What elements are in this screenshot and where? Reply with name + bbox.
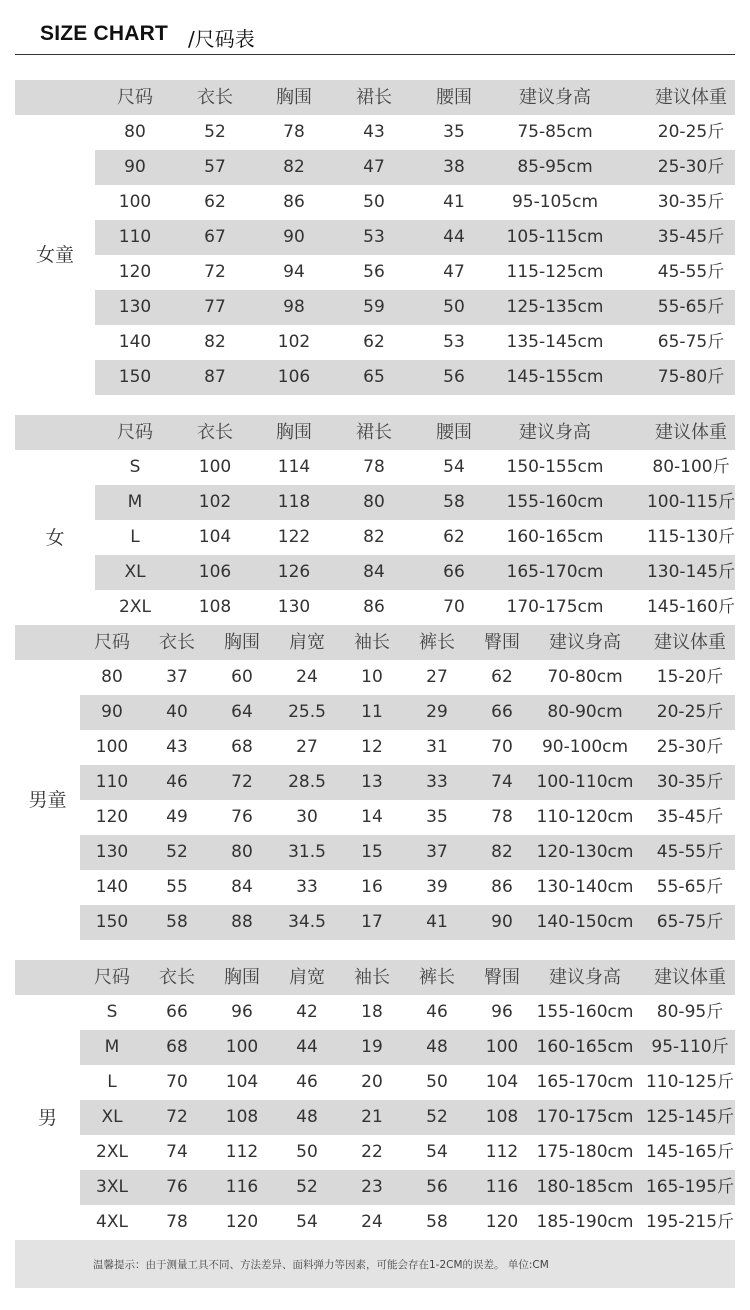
table-cell: 43 bbox=[363, 122, 385, 142]
table-cell: 80 bbox=[124, 122, 146, 142]
table-row bbox=[15, 485, 735, 520]
table-cell: 104 bbox=[198, 527, 232, 547]
table-cell: 175-180cm bbox=[536, 1142, 634, 1162]
column-header: 尺码 bbox=[94, 632, 130, 653]
table-cell: 90-100cm bbox=[541, 737, 629, 757]
table-cell: 100-110cm bbox=[536, 772, 634, 792]
table-cell: 140 bbox=[118, 332, 152, 352]
table-cell: 112 bbox=[485, 1142, 519, 1162]
table-cell: 67 bbox=[204, 227, 226, 247]
column-header: 建议体重 bbox=[654, 967, 726, 988]
table-cell: 90 bbox=[283, 227, 305, 247]
table-row bbox=[15, 450, 735, 485]
table-cell: 116 bbox=[485, 1177, 519, 1197]
column-header: 衣长 bbox=[197, 422, 233, 443]
table-cell: 86 bbox=[283, 192, 305, 212]
table-cell: 106 bbox=[198, 562, 232, 582]
table-cell: 24 bbox=[361, 1212, 383, 1232]
column-header: 臀围 bbox=[484, 967, 520, 988]
table-cell: 116 bbox=[225, 1177, 259, 1197]
group-label: 女童 bbox=[35, 244, 74, 266]
table-cell: 55-65斤 bbox=[656, 877, 724, 897]
table-cell: 54 bbox=[426, 1142, 448, 1162]
table-cell: 24 bbox=[296, 667, 318, 687]
table-cell: M bbox=[127, 492, 143, 512]
table-cell: 108 bbox=[198, 597, 232, 617]
table-row bbox=[15, 220, 735, 255]
table-cell: 53 bbox=[443, 332, 465, 352]
table-cell: 27 bbox=[426, 667, 448, 687]
table-header-row bbox=[15, 625, 735, 660]
table-cell: 46 bbox=[166, 772, 188, 792]
table-cell: 50 bbox=[363, 192, 385, 212]
table-cell: 44 bbox=[443, 227, 465, 247]
column-header: 衣长 bbox=[159, 632, 195, 653]
table-cell: 54 bbox=[296, 1212, 318, 1232]
table-cell: 56 bbox=[443, 367, 465, 387]
table-cell: 100-115斤 bbox=[646, 492, 736, 512]
table-cell: 42 bbox=[296, 1002, 318, 1022]
column-header: 裙长 bbox=[356, 87, 392, 108]
table-cell: 66 bbox=[166, 1002, 188, 1022]
table-cell: 62 bbox=[491, 667, 513, 687]
table-cell: 78 bbox=[283, 122, 305, 142]
table-cell: 95-105cm bbox=[511, 192, 599, 212]
table-cell: 22 bbox=[361, 1142, 383, 1162]
tip-text: 温馨提示：由于测量工具不同、方法差异、面料弹力等因素，可能会存在1-2CM的误差。 单位:CM bbox=[93, 1259, 549, 1271]
table-cell: 82 bbox=[283, 157, 305, 177]
column-header: 建议身高 bbox=[519, 87, 591, 108]
table-cell: 80-95斤 bbox=[656, 1002, 724, 1022]
table-cell: 104 bbox=[485, 1072, 519, 1092]
table-cell: 13 bbox=[361, 772, 383, 792]
table-row bbox=[15, 1100, 735, 1135]
table-cell: 45-55斤 bbox=[657, 262, 725, 282]
table-cell: 20 bbox=[361, 1072, 383, 1092]
table-cell: 54 bbox=[443, 457, 465, 477]
table-cell: 16 bbox=[361, 877, 383, 897]
table-header-row bbox=[15, 415, 735, 450]
table-cell: 70 bbox=[443, 597, 465, 617]
table-cell: XL bbox=[101, 1107, 123, 1127]
table-cell: 140 bbox=[95, 877, 129, 897]
column-header: 裤长 bbox=[419, 967, 455, 988]
table-header-row bbox=[15, 80, 735, 115]
table-cell: 170-175cm bbox=[506, 597, 604, 617]
table-cell: 120 bbox=[118, 262, 152, 282]
table-cell: 100 bbox=[485, 1037, 519, 1057]
table-cell: 25.5 bbox=[288, 702, 326, 722]
table-cell: 25-30斤 bbox=[656, 737, 724, 757]
table-cell: 110 bbox=[95, 772, 129, 792]
table-cell: 72 bbox=[204, 262, 226, 282]
table-cell: 41 bbox=[426, 912, 448, 932]
table-cell: 115-130斤 bbox=[646, 527, 736, 547]
table-cell: 43 bbox=[166, 737, 188, 757]
table-cell: 125-135cm bbox=[506, 297, 604, 317]
table-row bbox=[15, 115, 735, 150]
table-cell: 80-100斤 bbox=[652, 457, 730, 477]
table-row bbox=[15, 730, 735, 765]
table-cell: 110 bbox=[118, 227, 152, 247]
table-cell: 37 bbox=[426, 842, 448, 862]
table-cell: 70-80cm bbox=[547, 667, 623, 687]
table-cell: 30-35斤 bbox=[657, 192, 725, 212]
table-cell: 62 bbox=[363, 332, 385, 352]
table-cell: 100 bbox=[95, 737, 129, 757]
table-cell: XL bbox=[124, 562, 146, 582]
table-cell: 35-45斤 bbox=[656, 807, 724, 827]
table-cell: 170-175cm bbox=[536, 1107, 634, 1127]
table-row bbox=[15, 1170, 735, 1205]
table-cell: 82 bbox=[491, 842, 513, 862]
table-cell: 35 bbox=[443, 122, 465, 142]
table-cell: 30 bbox=[296, 807, 318, 827]
table-cell: 4XL bbox=[96, 1212, 128, 1232]
table-cell: 37 bbox=[166, 667, 188, 687]
table-cell: 78 bbox=[166, 1212, 188, 1232]
table-cell: 165-195斤 bbox=[645, 1177, 735, 1197]
table-cell: 66 bbox=[491, 702, 513, 722]
table-cell: 35 bbox=[426, 807, 448, 827]
table-cell: 160-165cm bbox=[536, 1037, 634, 1057]
table-row bbox=[15, 555, 735, 590]
column-header: 尺码 bbox=[117, 422, 153, 443]
table-cell: 58 bbox=[443, 492, 465, 512]
table-cell: 3XL bbox=[96, 1177, 128, 1197]
table-cell: S bbox=[106, 1002, 118, 1022]
table-cell: 120 bbox=[485, 1212, 519, 1232]
table-cell: 52 bbox=[426, 1107, 448, 1127]
table-cell: 145-155cm bbox=[506, 367, 604, 387]
table-cell: 74 bbox=[166, 1142, 188, 1162]
table-cell: 18 bbox=[361, 1002, 383, 1022]
table-cell: 112 bbox=[225, 1142, 259, 1162]
table-cell: 31.5 bbox=[288, 842, 326, 862]
column-header: 建议体重 bbox=[655, 422, 727, 443]
table-cell: 78 bbox=[363, 457, 385, 477]
table-cell: 82 bbox=[204, 332, 226, 352]
table-cell: 2XL bbox=[96, 1142, 128, 1162]
table-cell: 86 bbox=[491, 877, 513, 897]
table-row bbox=[15, 765, 735, 800]
table-cell: 195-215斤 bbox=[645, 1212, 735, 1232]
table-cell: 114 bbox=[277, 457, 311, 477]
table-cell: 21 bbox=[361, 1107, 383, 1127]
table-cell: 68 bbox=[166, 1037, 188, 1057]
table-cell: 58 bbox=[166, 912, 188, 932]
table-cell: 145-160斤 bbox=[646, 597, 736, 617]
table-row bbox=[15, 520, 735, 555]
title-chinese: /尺码表 bbox=[188, 27, 255, 51]
table-cell: 77 bbox=[204, 297, 226, 317]
table-cell: L bbox=[130, 527, 140, 547]
column-header: 建议体重 bbox=[654, 632, 726, 653]
table-cell: 160-165cm bbox=[506, 527, 604, 547]
table-cell: 90 bbox=[124, 157, 146, 177]
table-cell: 56 bbox=[426, 1177, 448, 1197]
table-cell: 90 bbox=[101, 702, 123, 722]
table-cell: 19 bbox=[361, 1037, 383, 1057]
table-cell: 140-150cm bbox=[536, 912, 634, 932]
column-header: 腰围 bbox=[436, 87, 472, 108]
table-cell: 76 bbox=[231, 807, 253, 827]
table-cell: 60 bbox=[231, 667, 253, 687]
table-cell: 64 bbox=[231, 702, 253, 722]
column-header: 裙长 bbox=[356, 422, 392, 443]
table-cell: 52 bbox=[166, 842, 188, 862]
table-cell: 122 bbox=[277, 527, 311, 547]
table-cell: 15-20斤 bbox=[656, 667, 724, 687]
table-cell: 82 bbox=[363, 527, 385, 547]
table-cell: 38 bbox=[443, 157, 465, 177]
table-cell: 100 bbox=[198, 457, 232, 477]
table-cell: 53 bbox=[363, 227, 385, 247]
table-cell: 80 bbox=[231, 842, 253, 862]
table-row bbox=[15, 590, 735, 625]
table-cell: 10 bbox=[361, 667, 383, 687]
table-cell: 90 bbox=[491, 912, 513, 932]
table-cell: 135-145cm bbox=[506, 332, 604, 352]
table-row bbox=[15, 1065, 735, 1100]
table-cell: 130 bbox=[95, 842, 129, 862]
table-cell: 35-45斤 bbox=[657, 227, 725, 247]
table-cell: 65-75斤 bbox=[656, 912, 724, 932]
table-cell: 115-125cm bbox=[506, 262, 604, 282]
column-header: 建议身高 bbox=[519, 422, 591, 443]
table-cell: 100 bbox=[225, 1037, 259, 1057]
table-cell: 31 bbox=[426, 737, 448, 757]
table-cell: 126 bbox=[277, 562, 311, 582]
table-cell: 84 bbox=[363, 562, 385, 582]
column-header: 肩宽 bbox=[289, 967, 325, 988]
table-cell: 72 bbox=[166, 1107, 188, 1127]
column-header: 裤长 bbox=[419, 632, 455, 653]
table-cell: 74 bbox=[491, 772, 513, 792]
table-cell: 65 bbox=[363, 367, 385, 387]
table-cell: 150 bbox=[95, 912, 129, 932]
column-header: 建议体重 bbox=[655, 87, 727, 108]
table-cell: L bbox=[107, 1072, 117, 1092]
table-cell: 106 bbox=[277, 367, 311, 387]
table-cell: 130 bbox=[118, 297, 152, 317]
column-header: 肩宽 bbox=[289, 632, 325, 653]
table-cell: 48 bbox=[426, 1037, 448, 1057]
table-cell: 80-90cm bbox=[547, 702, 623, 722]
table-cell: 66 bbox=[443, 562, 465, 582]
group-label: 女 bbox=[45, 526, 65, 549]
table-row bbox=[15, 905, 735, 940]
table-cell: 62 bbox=[443, 527, 465, 547]
table-row bbox=[15, 695, 735, 730]
table-cell: 59 bbox=[363, 297, 385, 317]
table-cell: 165-170cm bbox=[506, 562, 604, 582]
table-cell: 96 bbox=[231, 1002, 253, 1022]
page-header bbox=[15, 20, 735, 55]
table-cell: 41 bbox=[443, 192, 465, 212]
table-row bbox=[15, 255, 735, 290]
table-cell: 94 bbox=[283, 262, 305, 282]
table-cell: 85-95cm bbox=[517, 157, 593, 177]
table-cell: 130 bbox=[277, 597, 311, 617]
table-cell: 118 bbox=[277, 492, 311, 512]
table-cell: 25-30斤 bbox=[657, 157, 725, 177]
table-cell: 12 bbox=[361, 737, 383, 757]
table-cell: 120 bbox=[95, 807, 129, 827]
table-cell: 40 bbox=[166, 702, 188, 722]
table-cell: 165-170cm bbox=[536, 1072, 634, 1092]
table-row bbox=[15, 1030, 735, 1065]
table-cell: 95-110斤 bbox=[651, 1037, 729, 1057]
table-cell: 23 bbox=[361, 1177, 383, 1197]
table-cell: 150 bbox=[118, 367, 152, 387]
column-header: 胸围 bbox=[224, 967, 260, 988]
table-cell: 96 bbox=[491, 1002, 513, 1022]
table-cell: 70 bbox=[491, 737, 513, 757]
table-cell: 104 bbox=[225, 1072, 259, 1092]
table-cell: 98 bbox=[283, 297, 305, 317]
group-label: 男童 bbox=[28, 789, 67, 811]
table-cell: 49 bbox=[166, 807, 188, 827]
table-cell: 108 bbox=[485, 1107, 519, 1127]
table-row bbox=[15, 870, 735, 905]
table-cell: 65-75斤 bbox=[657, 332, 725, 352]
table-cell: 80 bbox=[363, 492, 385, 512]
table-cell: 52 bbox=[296, 1177, 318, 1197]
table-cell: 130-145斤 bbox=[646, 562, 736, 582]
table-cell: 62 bbox=[204, 192, 226, 212]
table-row bbox=[15, 1205, 735, 1240]
table-cell: 46 bbox=[296, 1072, 318, 1092]
table-cell: M bbox=[104, 1037, 120, 1057]
table-cell: 120 bbox=[225, 1212, 259, 1232]
column-header: 尺码 bbox=[117, 87, 153, 108]
table-cell: 28.5 bbox=[288, 772, 326, 792]
table-cell: 130-140cm bbox=[536, 877, 634, 897]
title-english: SIZE CHART bbox=[40, 22, 168, 45]
table-cell: 50 bbox=[296, 1142, 318, 1162]
table-cell: 110-125斤 bbox=[645, 1072, 735, 1092]
column-header: 建议身高 bbox=[549, 967, 621, 988]
table-row bbox=[15, 360, 735, 395]
table-cell: 108 bbox=[225, 1107, 259, 1127]
table-cell: 102 bbox=[198, 492, 232, 512]
table-row bbox=[15, 325, 735, 360]
table-cell: 75-85cm bbox=[517, 122, 593, 142]
column-header: 衣长 bbox=[159, 967, 195, 988]
table-cell: 180-185cm bbox=[536, 1177, 634, 1197]
table-cell: 20-25斤 bbox=[657, 122, 725, 142]
table-cell: 52 bbox=[204, 122, 226, 142]
table-cell: 45-55斤 bbox=[656, 842, 724, 862]
column-header: 胸围 bbox=[276, 422, 312, 443]
table-cell: 39 bbox=[426, 877, 448, 897]
table-cell: 76 bbox=[166, 1177, 188, 1197]
table-cell: 88 bbox=[231, 912, 253, 932]
table-cell: 105-115cm bbox=[506, 227, 604, 247]
table-cell: 155-160cm bbox=[506, 492, 604, 512]
table-row bbox=[15, 800, 735, 835]
table-cell: 11 bbox=[361, 702, 383, 722]
table-cell: 47 bbox=[443, 262, 465, 282]
table-cell: 34.5 bbox=[288, 912, 326, 932]
table-cell: 15 bbox=[361, 842, 383, 862]
table-cell: 78 bbox=[491, 807, 513, 827]
table-row bbox=[15, 835, 735, 870]
table-cell: 2XL bbox=[119, 597, 151, 617]
column-header: 袖长 bbox=[354, 967, 390, 988]
table-cell: 58 bbox=[426, 1212, 448, 1232]
table-cell: 120-130cm bbox=[536, 842, 634, 862]
table-row bbox=[15, 1135, 735, 1170]
table-row bbox=[15, 660, 735, 695]
group-label: 男 bbox=[37, 1106, 57, 1129]
table-cell: 57 bbox=[204, 157, 226, 177]
table-cell: 17 bbox=[361, 912, 383, 932]
tip-note bbox=[15, 1240, 735, 1288]
table-cell: 44 bbox=[296, 1037, 318, 1057]
table-cell: 50 bbox=[443, 297, 465, 317]
table-cell: 185-190cm bbox=[536, 1212, 634, 1232]
table-cell: 155-160cm bbox=[536, 1002, 634, 1022]
table-cell: 20-25斤 bbox=[656, 702, 724, 722]
table-cell: 86 bbox=[363, 597, 385, 617]
table-cell: 29 bbox=[426, 702, 448, 722]
table-cell: 27 bbox=[296, 737, 318, 757]
table-cell: 47 bbox=[363, 157, 385, 177]
column-header: 袖长 bbox=[354, 632, 390, 653]
table-cell: 33 bbox=[296, 877, 318, 897]
table-cell: 55 bbox=[166, 877, 188, 897]
table-cell: 75-80斤 bbox=[657, 367, 725, 387]
table-cell: 33 bbox=[426, 772, 448, 792]
table-cell: 14 bbox=[361, 807, 383, 827]
table-cell: 30-35斤 bbox=[656, 772, 724, 792]
table-cell: 110-120cm bbox=[536, 807, 634, 827]
table-cell: 55-65斤 bbox=[657, 297, 725, 317]
table-cell: 56 bbox=[363, 262, 385, 282]
table-cell: 46 bbox=[426, 1002, 448, 1022]
table-cell: 48 bbox=[296, 1107, 318, 1127]
table-cell: 84 bbox=[231, 877, 253, 897]
table-cell: 150-155cm bbox=[506, 457, 604, 477]
table-cell: 72 bbox=[231, 772, 253, 792]
table-cell: 80 bbox=[101, 667, 123, 687]
table-cell: 125-145斤 bbox=[645, 1107, 735, 1127]
column-header: 腰围 bbox=[436, 422, 472, 443]
table-header-row bbox=[15, 960, 735, 995]
column-header: 衣长 bbox=[197, 87, 233, 108]
table-cell: S bbox=[129, 457, 141, 477]
table-cell: 145-165斤 bbox=[645, 1142, 735, 1162]
column-header: 胸围 bbox=[276, 87, 312, 108]
column-header: 臀围 bbox=[484, 632, 520, 653]
table-cell: 50 bbox=[426, 1072, 448, 1092]
column-header: 建议身高 bbox=[549, 632, 621, 653]
table-row bbox=[15, 290, 735, 325]
column-header: 胸围 bbox=[224, 632, 260, 653]
table-row bbox=[15, 185, 735, 220]
table-row bbox=[15, 150, 735, 185]
table-cell: 70 bbox=[166, 1072, 188, 1092]
table-cell: 102 bbox=[277, 332, 311, 352]
column-header: 尺码 bbox=[94, 967, 130, 988]
table-cell: 87 bbox=[204, 367, 226, 387]
table-cell: 68 bbox=[231, 737, 253, 757]
table-row bbox=[15, 995, 735, 1030]
table-cell: 100 bbox=[118, 192, 152, 212]
